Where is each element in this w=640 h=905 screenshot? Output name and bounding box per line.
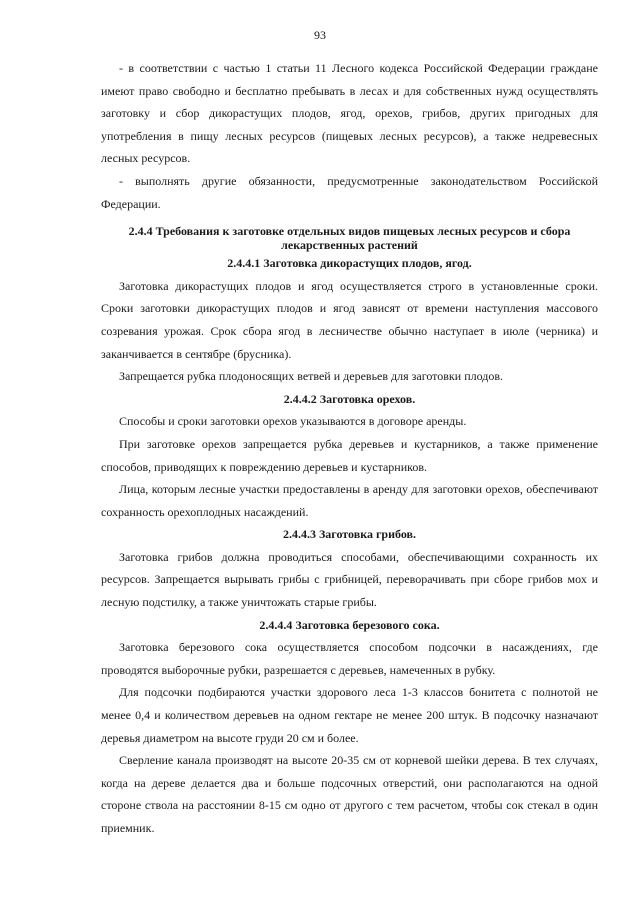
subsection-heading: 2.4.4.3 Заготовка грибов. bbox=[282, 527, 417, 542]
paragraph: Заготовка дикорастущих плодов и ягод осуществляется строго в установленные сроки. Сроки заготовки дикорастущих плодов и ягод зависят от времени наступления массового созревания урожая. Срок сбора ягод в лесничестве обычно наступает в июле (черника) и заканчивается в сентябре (брусника). bbox=[101, 278, 598, 361]
paragraph: Заготовка березового сока осуществляется способом подсочки в насаждениях, где проводятся выборочные рубки, разрешается с деревьев, намеченных в рубку. bbox=[101, 640, 598, 677]
subsection-heading: 2.4.4.1 Заготовка дикорастущих плодов, ягод. bbox=[227, 256, 472, 271]
paragraph: Заготовка грибов должна проводиться способами, обеспечивающими сохранность их ресурсов. Запрещается вырывать грибы с грибницей, переворачивать при сборе грибов мох и лесную подстилку, а также уничтожать старые грибы. bbox=[101, 549, 598, 610]
paragraph: Для подсочки подбираются участки здорового леса 1-3 классов бонитета с полнотой не менее 0,4 и количеством деревьев на одном гектаре не менее 200 штук. В подсочку назначают деревья диаметром на высоте груди 20 см и более. bbox=[101, 685, 598, 745]
subsection-heading: 2.4.4.2 Заготовка орехов. bbox=[283, 391, 416, 406]
page-number: 93 bbox=[314, 28, 326, 42]
paragraph: - в соответствии с частью 1 статьи 11 Лесного кодекса Российской Федерации граждане имеют право свободно и бесплатно пребывать в лесах и для собственных нужд осуществлять заготовку и сбор дикорастущих плодов, ягод, орехов, грибов, других пригодных для употребления в пищу лесных ресурсов (пищевых лесных ресурсов), а также недревесных лесных ресурсов. bbox=[101, 61, 598, 166]
paragraph: При заготовке орехов запрещается рубка деревьев и кустарников, а также применение способов, приводящих к повреждению деревьев и кустарников. bbox=[101, 436, 598, 474]
paragraph: Способы и сроки заготовки орехов указываются в договоре аренды. bbox=[119, 414, 467, 429]
paragraph: - выполнять другие обязанности, предусмотренные законодательством Российской Федерации. bbox=[101, 173, 598, 211]
paragraph: Лица, которым лесные участки предоставлены в аренду для заготовки орехов, обеспечивают сохранность орехоплодных насаждений. bbox=[101, 482, 598, 519]
subsection-heading: 2.4.4.4 Заготовка березового сока. bbox=[259, 617, 440, 632]
section-heading: 2.4.4 Требования к заготовке отдельных видов пищевых лесных ресурсов и сбора лекарственных растений bbox=[128, 224, 571, 253]
paragraph: Запрещается рубка плодоносящих ветвей и деревьев для заготовки плодов. bbox=[119, 369, 504, 384]
paragraph: Сверление канала производят на высоте 20-35 см от корневой шейки дерева. В тех случаях, когда на дереве делается два и больше подсочных отверстий, они располагаются на одной стороне ствола на расстоянии 8-15 см одно от другого с тем расчетом, чтобы сок стекал в один приемник. bbox=[101, 753, 598, 835]
document-body bbox=[101, 57, 598, 840]
